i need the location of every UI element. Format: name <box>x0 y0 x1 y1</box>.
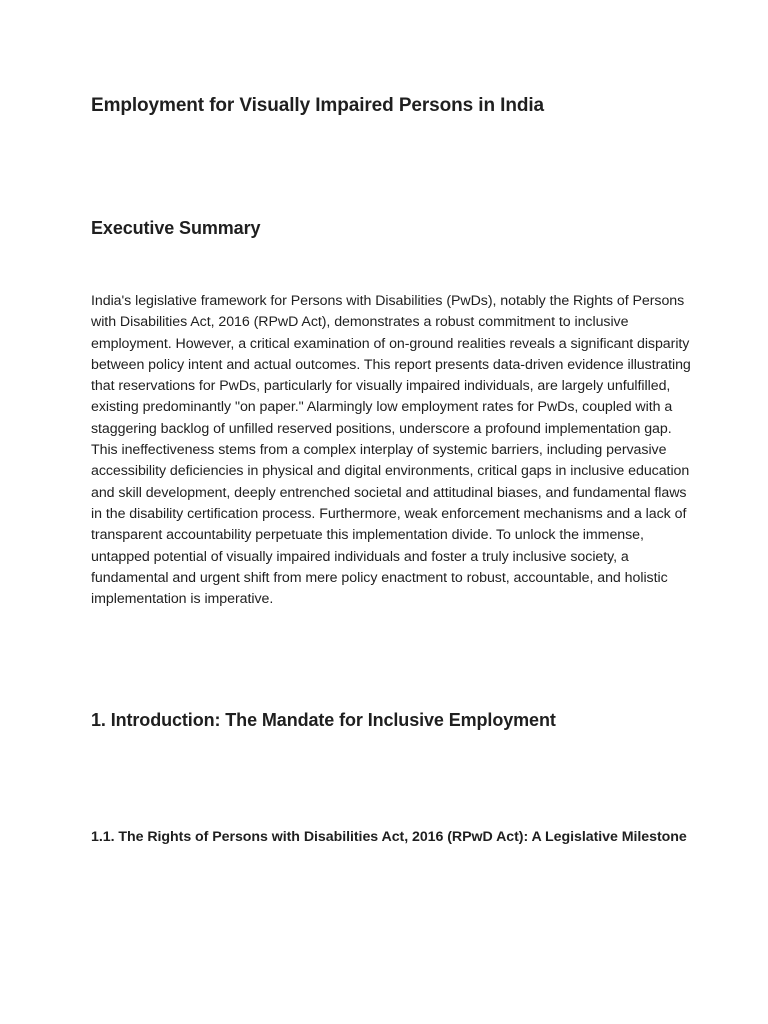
document-title: Employment for Visually Impaired Persons in India <box>91 95 544 116</box>
executive-summary-paragraph: India's legislative framework for Persons with Disabilities (PwDs), notably the Rights of Persons with Disabilities Act, 2016 (RPwD Act), demonstrates a robust commitment to inclusive employment. However, a critical examination of on-ground realities reveals a significant disparity between policy intent and actual outcomes. This report presents data-driven evidence illustrating that reservations for PwDs, particularly for visually impaired individuals, are largely unfulfilled, existing predominantly "on paper." Alarmingly low employment rates for PwDs, coupled with a staggering backlog of unfilled reserved positions, underscore a profound implementation gap. This ineffectiveness stems from a complex interplay of systemic barriers, including pervasive accessibility deficiencies in physical and digital environments, critical gaps in inclusive education and skill development, deeply entrenched societal and attitudinal biases, and fundamental flaws in the disability certification process. Furthermore, weak enforcement mechanisms and a lack of transparent accountability perpetuate this implementation divide. To unlock the immense, untapped potential of visually impaired individuals and foster a truly inclusive society, a fundamental and urgent shift from mere policy enactment to robust, accountable, and holistic implementation is imperative. <box>91 293 691 608</box>
introduction-heading: 1. Introduction: The Mandate for Inclusive Employment <box>91 710 556 730</box>
rpwd-act-subheading: 1.1. The Rights of Persons with Disabilities Act, 2016 (RPwD Act): A Legislative Milestone <box>91 829 687 845</box>
executive-summary-heading: Executive Summary <box>91 218 261 238</box>
